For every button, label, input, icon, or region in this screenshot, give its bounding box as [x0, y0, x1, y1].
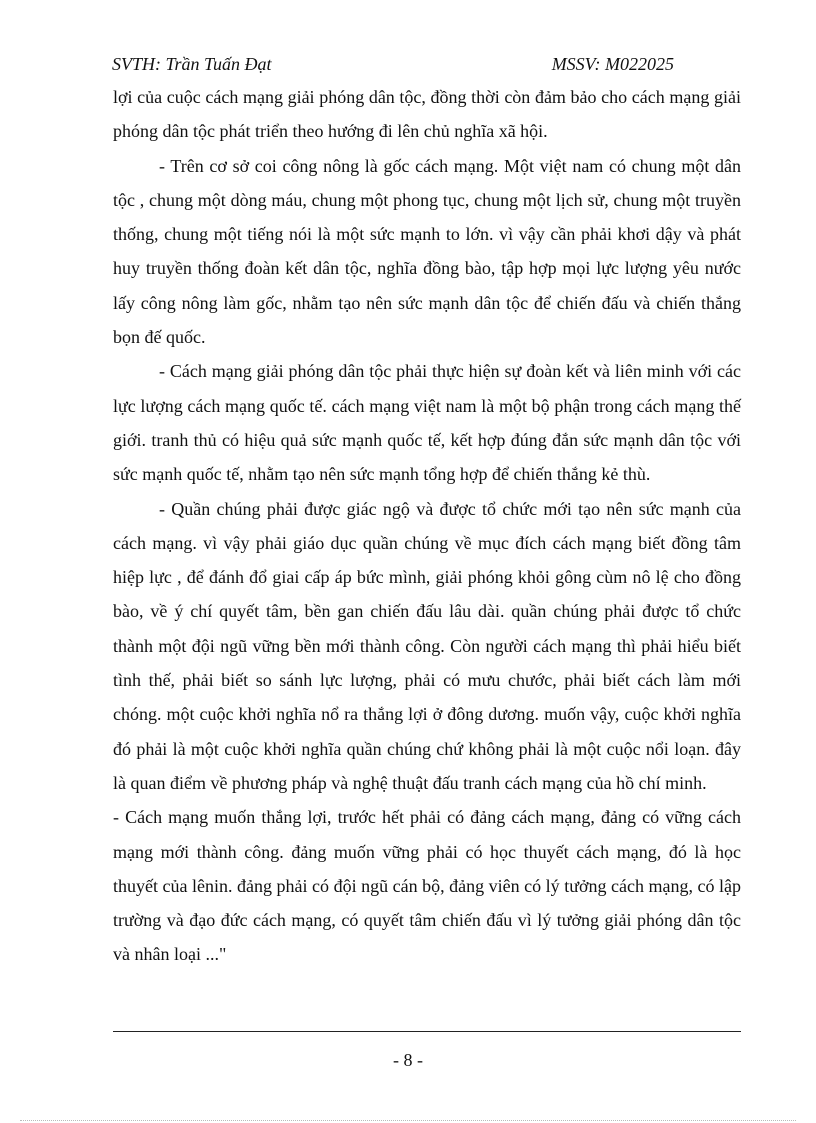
page-header — [112, 54, 704, 78]
footer-divider — [113, 1031, 741, 1032]
author-label: SVTH: Trần Tuấn Đạt — [112, 54, 272, 74]
paragraph-international-solidarity: - Cách mạng giải phóng dân tộc phải thực hiện sự đoàn kết và liên minh với các lực lượng cách mạng quốc tế. cách mạng việt nam là một bộ phận trong cách mạng thế giới. tranh thủ có hiệu quả sức mạnh quốc tế, kết hợp đúng đắn sức mạnh dân tộc với sức mạnh quốc tế, nhằm tạo nên sức mạnh tổng hợp để chiến thắng kẻ thù. — [113, 361, 741, 485]
paragraph-party: - Cách mạng muốn thắng lợi, trước hết phải có đảng cách mạng, đảng có vững cách mạng mới thành công. đảng muốn vững phải có học thuyết cách mạng, đó là học thuyết của lênin. đảng phải có đội ngũ cán bộ, đảng viên có lý tưởng cách mạng, có lập trường và đạo đức cách mạng, có quyết tâm chiến đấu vì lý tưởng giải phóng dân tộc và nhân loại ..." — [113, 807, 741, 965]
page-number: - 8 - — [393, 1050, 423, 1070]
student-id-label: MSSV: M022025 — [551, 54, 674, 74]
paragraph-continuation: lợi của cuộc cách mạng giải phóng dân tộc, đồng thời còn đảm bảo cho cách mạng giải phóng dân tộc phát triển theo hướng đi lên chủ nghĩa xã hội. — [113, 87, 741, 142]
document-body — [113, 80, 741, 972]
page-edge-divider — [20, 1120, 796, 1121]
paragraph-worker-peasant: - Trên cơ sở coi công nông là gốc cách mạng. Một việt nam có chung một dân tộc , chung một dòng máu, chung một phong tục, chung một lịch sử, chung một truyền thống, chung một tiếng nói là một sức mạnh to lớn. vì vậy cần phải khơi dậy và phát huy truyền thống đoàn kết dân tộc, nghĩa đồng bào, tập hợp mọi lực lượng yêu nước lấy công nông làm gốc, nhằm tạo nên sức mạnh dân tộc để chiến đấu và chiến thắng bọn đế quốc. — [113, 155, 741, 348]
paragraph-masses: - Quần chúng phải được giác ngộ và được tổ chức mới tạo nên sức mạnh của cách mạng. vì vậy phải giáo dục quần chúng về mục đích cách mạng biết đồng tâm hiệp lực , để đánh đổ giai cấp áp bức mình, giải phóng khỏi gông cùm nô lệ cho đồng bào, về ý chí quyết tâm, bền gan chiến đấu lâu dài. quần chúng phải được tổ chức thành một đội ngũ vững bền mới thành công. Còn người cách mạng thì phải hiểu biết tình thế, phải biết so sánh lực lượng, phải có mưu chước, phải biết cách làm mới chóng. một cuộc khởi nghĩa nổ ra thắng lợi ở đông dương. muốn vậy, cuộc khởi nghĩa đó phải là một cuộc khởi nghĩa quần chúng chứ không phải là một cuộc nổi loạn. đây là quan điểm về phương pháp và nghệ thuật đấu tranh cách mạng của hồ chí minh. — [113, 498, 741, 793]
